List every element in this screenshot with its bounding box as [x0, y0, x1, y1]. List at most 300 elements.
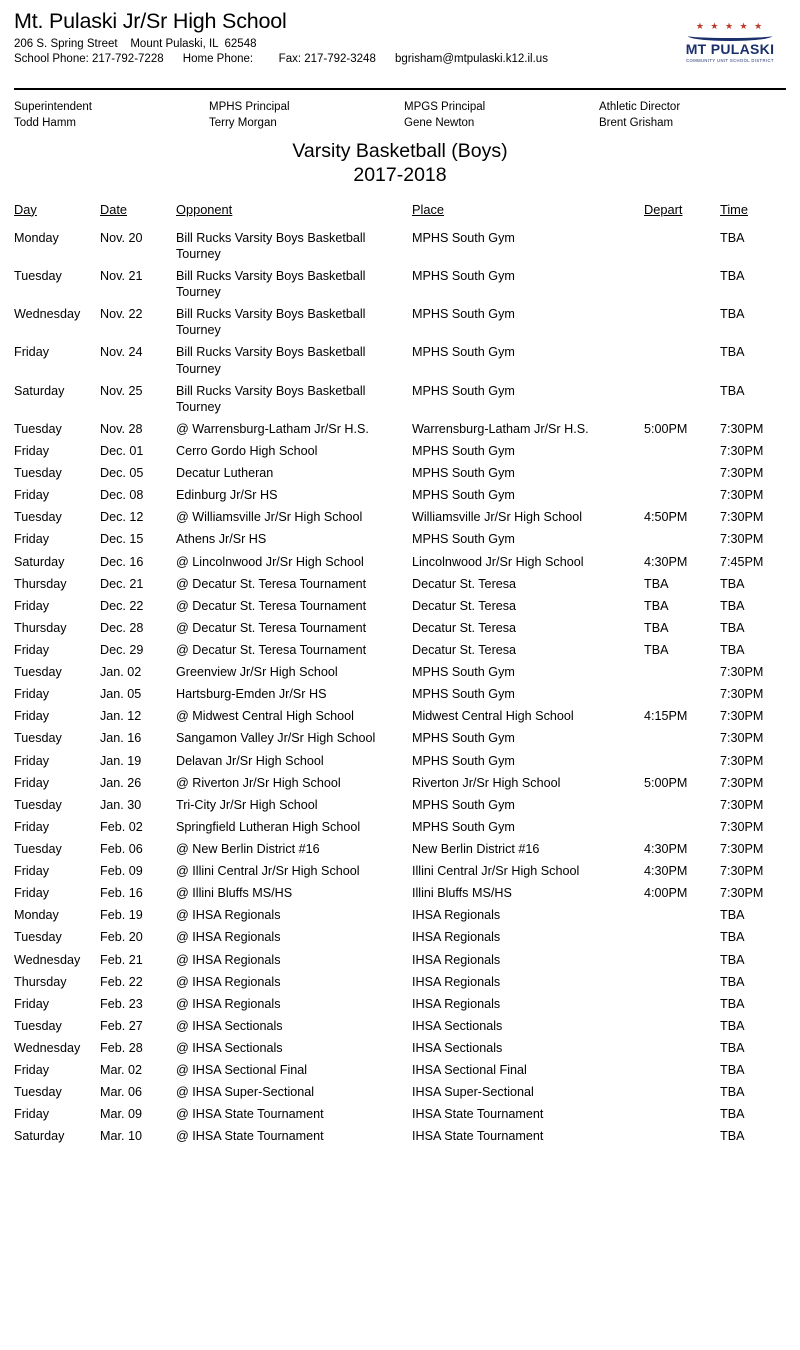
table-row [14, 484, 786, 506]
table-row [14, 462, 786, 484]
cell-depart [644, 380, 720, 418]
cell-depart: 4:50PM [644, 510, 688, 525]
cell-place: MPHS South Gym [412, 687, 515, 702]
cell-time: TBA [720, 345, 745, 360]
cell-place: MPHS South Gym [412, 819, 515, 834]
cell-opponent: @ New Berlin District #16 [176, 841, 320, 856]
cell-depart: 5:00PM [644, 775, 688, 790]
cell-time: 7:30PM [720, 841, 764, 856]
table-row [14, 949, 786, 971]
cell-place: IHSA Super-Sectional [412, 1085, 534, 1100]
cell-day: Friday [14, 532, 49, 547]
cell-day: Tuesday [14, 841, 62, 856]
cell-place: IHSA Regionals [412, 908, 501, 923]
cell-date: Dec. 21 [100, 576, 144, 591]
cell-time: TBA [720, 383, 745, 398]
cell-place: Lincolnwood Jr/Sr High School [412, 554, 584, 569]
cell-opponent: @ IHSA Regionals [176, 996, 281, 1011]
cell-opponent: @ Decatur St. Teresa Tournament [176, 598, 367, 613]
cell-day: Friday [14, 687, 49, 702]
cell-depart: TBA [644, 620, 669, 635]
table-row [14, 750, 786, 772]
cell-depart: 4:15PM [644, 709, 688, 724]
cell-date: Dec. 01 [100, 443, 144, 458]
cell-place: Midwest Central High School [412, 709, 574, 724]
column-header-time: Time [720, 201, 748, 217]
cell-date: Feb. 06 [100, 841, 143, 856]
table-row [14, 1037, 786, 1059]
cell-place: IHSA Sectional Final [412, 1063, 527, 1078]
cell-date: Feb. 28 [100, 1040, 143, 1055]
cell-time: TBA [720, 908, 745, 923]
schedule-table-head [14, 202, 786, 227]
cell-depart: TBA [644, 598, 669, 613]
cell-day: Monday [14, 230, 59, 245]
table-row [14, 528, 786, 550]
table-header-row [14, 202, 786, 227]
table-row [14, 661, 786, 683]
cell-opponent: @ IHSA Regionals [176, 974, 281, 989]
cell-date: Nov. 22 [100, 307, 143, 322]
table-row [14, 772, 786, 794]
cell-day: Wednesday [14, 952, 81, 967]
column-header-depart: Depart [644, 201, 683, 217]
cell-place: MPHS South Gym [412, 665, 515, 680]
table-row [14, 860, 786, 882]
cell-opponent: @ Decatur St. Teresa Tournament [176, 642, 367, 657]
cell-date: Feb. 19 [100, 908, 143, 923]
cell-time: 7:30PM [720, 753, 764, 768]
cell-day: Friday [14, 709, 49, 724]
cell-day: Friday [14, 996, 49, 1011]
staff-entry-athletic-director [599, 100, 784, 131]
cell-time: TBA [720, 974, 745, 989]
table-row [14, 595, 786, 617]
cell-depart [644, 1103, 720, 1125]
table-row [14, 1081, 786, 1103]
cell-place: IHSA Regionals [412, 996, 501, 1011]
cell-day: Thursday [14, 974, 67, 989]
table-row [14, 573, 786, 595]
cell-date: Mar. 10 [100, 1129, 142, 1144]
cell-depart: TBA [644, 642, 669, 657]
cell-date: Feb. 20 [100, 930, 143, 945]
logo-subtext: COMMUNITY UNIT SCHOOL DISTRICT [686, 58, 774, 63]
staff-role: Athletic Director [599, 101, 681, 113]
mt-pulaski-logo [682, 22, 778, 63]
cell-day: Friday [14, 819, 49, 834]
cell-time: 7:30PM [720, 532, 764, 547]
cell-place: Decatur St. Teresa [412, 576, 517, 591]
staff-entry-mphs-principal [209, 100, 404, 131]
table-row [14, 341, 786, 379]
cell-place: MPHS South Gym [412, 269, 515, 283]
cell-depart [644, 971, 720, 993]
cell-opponent: @ IHSA Sectional Final [176, 1063, 308, 1078]
table-row [14, 904, 786, 926]
cell-date: Dec. 08 [100, 488, 144, 503]
table-row [14, 816, 786, 838]
cell-opponent: @ IHSA Regionals [176, 908, 281, 923]
cell-day: Friday [14, 345, 49, 360]
cell-time: TBA [720, 952, 745, 967]
table-row [14, 639, 786, 661]
cell-opponent: @ Illini Bluffs MS/HS [176, 886, 293, 901]
cell-opponent: @ Illini Central Jr/Sr High School [176, 864, 360, 879]
table-row [14, 227, 786, 265]
cell-depart [644, 993, 720, 1015]
cell-opponent: @ IHSA Regionals [176, 930, 281, 945]
staff-entry-superintendent [14, 100, 209, 131]
column-header-opponent: Opponent [176, 201, 233, 217]
cell-day: Monday [14, 908, 59, 923]
cell-opponent: @ Lincolnwood Jr/Sr High School [176, 554, 364, 569]
cell-day: Tuesday [14, 665, 62, 680]
cell-day: Friday [14, 775, 49, 790]
cell-time: 7:30PM [720, 466, 764, 481]
cell-date: Feb. 21 [100, 952, 143, 967]
cell-opponent: Bill Rucks Varsity Boys Basketball Tourney [176, 345, 366, 376]
cell-place: IHSA Sectionals [412, 1018, 503, 1033]
cell-time: 7:30PM [720, 488, 764, 503]
cell-opponent: Bill Rucks Varsity Boys Basketball Tourney [176, 269, 366, 300]
cell-place: MPHS South Gym [412, 383, 515, 398]
table-row [14, 440, 786, 462]
title-sport: Varsity Basketball (Boys) [292, 140, 508, 163]
cell-opponent: Bill Rucks Varsity Boys Basketball Tourney [176, 383, 366, 414]
cell-date: Feb. 22 [100, 974, 143, 989]
cell-date: Dec. 28 [100, 620, 144, 635]
cell-depart [644, 727, 720, 749]
cell-depart [644, 794, 720, 816]
cell-depart [644, 440, 720, 462]
cell-date: Jan. 19 [100, 753, 142, 768]
cell-depart [644, 1081, 720, 1103]
cell-day: Tuesday [14, 930, 62, 945]
table-row [14, 683, 786, 705]
cell-depart [644, 1125, 720, 1147]
cell-depart [644, 484, 720, 506]
table-row [14, 838, 786, 860]
cell-time: TBA [720, 598, 745, 613]
cell-time: 7:30PM [720, 421, 764, 436]
table-row [14, 882, 786, 904]
table-row [14, 993, 786, 1015]
cell-place: Riverton Jr/Sr High School [412, 775, 561, 790]
cell-depart [644, 303, 720, 341]
cell-date: Mar. 09 [100, 1107, 142, 1122]
table-row [14, 303, 786, 341]
header-divider [14, 88, 786, 90]
cell-date: Nov. 20 [100, 230, 143, 245]
cell-place: Williamsville Jr/Sr High School [412, 510, 583, 525]
school-name: Mt. Pulaski Jr/Sr High School [14, 9, 287, 33]
cell-day: Thursday [14, 576, 67, 591]
cell-day: Friday [14, 864, 49, 879]
cell-opponent: Decatur Lutheran [176, 466, 274, 481]
cell-depart [644, 904, 720, 926]
cell-date: Nov. 24 [100, 345, 143, 360]
cell-date: Dec. 12 [100, 510, 144, 525]
cell-depart [644, 816, 720, 838]
cell-depart: 4:30PM [644, 841, 688, 856]
cell-day: Friday [14, 753, 49, 768]
cell-time: TBA [720, 1018, 745, 1033]
cell-opponent: @ IHSA Sectionals [176, 1040, 283, 1055]
cell-time: 7:30PM [720, 886, 764, 901]
cell-depart [644, 1015, 720, 1037]
column-header-date: Date [100, 201, 128, 217]
schedule-table-body [14, 227, 786, 1148]
cell-day: Friday [14, 642, 49, 657]
cell-day: Tuesday [14, 466, 62, 481]
staff-list [14, 100, 786, 131]
cell-place: IHSA State Tournament [412, 1129, 544, 1144]
cell-time: 7:30PM [720, 797, 764, 812]
cell-time: TBA [720, 620, 745, 635]
cell-opponent: Bill Rucks Varsity Boys Basketball Tourney [176, 230, 366, 261]
cell-opponent: Hartsburg-Emden Jr/Sr HS [176, 687, 327, 702]
cell-day: Tuesday [14, 421, 62, 436]
column-header-day: Day [14, 201, 37, 217]
cell-time: TBA [720, 269, 745, 283]
cell-opponent: Bill Rucks Varsity Boys Basketball Tourney [176, 307, 366, 338]
cell-opponent: Delavan Jr/Sr High School [176, 753, 324, 768]
cell-place: Illini Bluffs MS/HS [412, 886, 512, 901]
cell-day: Tuesday [14, 510, 62, 525]
cell-date: Feb. 09 [100, 864, 143, 879]
school-address: 206 S. Spring Street Mount Pulaski, IL 62548 [14, 37, 257, 50]
cell-day: Wednesday [14, 1040, 81, 1055]
cell-depart [644, 926, 720, 948]
cell-opponent: @ Decatur St. Teresa Tournament [176, 576, 367, 591]
cell-depart [644, 1037, 720, 1059]
stars-icon: ★ ★ ★ ★ ★ [695, 21, 765, 31]
cell-place: Decatur St. Teresa [412, 598, 517, 613]
cell-depart [644, 265, 720, 303]
school-contact-line: School Phone: 217-792-7228 Home Phone: Fax: 217-792-3248 bgrisham@mtpulaski.k12.il.us [14, 53, 548, 66]
cell-depart [644, 949, 720, 971]
cell-day: Saturday [14, 383, 65, 398]
staff-person: Gene Newton [404, 116, 475, 129]
table-row [14, 727, 786, 749]
cell-place: IHSA State Tournament [412, 1107, 544, 1122]
staff-person: Brent Grisham [599, 116, 674, 129]
cell-depart: 4:30PM [644, 864, 688, 879]
cell-opponent: @ IHSA Super-Sectional [176, 1085, 315, 1100]
cell-time: 7:30PM [720, 819, 764, 834]
cell-depart [644, 528, 720, 550]
cell-day: Tuesday [14, 269, 62, 283]
cell-time: 7:45PM [720, 554, 764, 569]
cell-time: 7:30PM [720, 687, 764, 702]
cell-time: TBA [720, 1063, 745, 1078]
cell-place: New Berlin District #16 [412, 841, 540, 856]
cell-opponent: Edinburg Jr/Sr HS [176, 488, 278, 503]
cell-place: MPHS South Gym [412, 443, 515, 458]
cell-place: Decatur St. Teresa [412, 642, 517, 657]
cell-date: Dec. 05 [100, 466, 144, 481]
document-header [14, 10, 786, 80]
cell-opponent: @ Decatur St. Teresa Tournament [176, 620, 367, 635]
cell-opponent: @ IHSA State Tournament [176, 1129, 324, 1144]
cell-depart [644, 683, 720, 705]
cell-date: Dec. 15 [100, 532, 144, 547]
cell-depart [644, 227, 720, 265]
cell-place: IHSA Regionals [412, 974, 501, 989]
page-title [14, 139, 786, 188]
table-row [14, 380, 786, 418]
cell-date: Feb. 16 [100, 886, 143, 901]
cell-day: Friday [14, 1063, 49, 1078]
cell-time: TBA [720, 307, 745, 322]
cell-time: TBA [720, 1040, 745, 1055]
cell-date: Dec. 16 [100, 554, 144, 569]
cell-time: 7:30PM [720, 443, 764, 458]
cell-date: Jan. 02 [100, 665, 142, 680]
cell-depart [644, 661, 720, 683]
cell-opponent: @ Warrensburg-Latham Jr/Sr H.S. [176, 421, 369, 436]
cell-place: MPHS South Gym [412, 753, 515, 768]
cell-place: Decatur St. Teresa [412, 620, 517, 635]
cell-place: MPHS South Gym [412, 466, 515, 481]
cell-time: TBA [720, 930, 745, 945]
cell-time: 7:30PM [720, 731, 764, 746]
cell-time: TBA [720, 1129, 745, 1144]
cell-time: 7:30PM [720, 510, 764, 525]
cell-opponent: Springfield Lutheran High School [176, 819, 361, 834]
cell-depart [644, 341, 720, 379]
swoosh-icon [688, 31, 772, 41]
cell-date: Mar. 02 [100, 1063, 142, 1078]
cell-place: MPHS South Gym [412, 488, 515, 503]
cell-date: Dec. 29 [100, 642, 144, 657]
cell-date: Jan. 16 [100, 731, 142, 746]
table-row [14, 794, 786, 816]
cell-place: IHSA Sectionals [412, 1040, 503, 1055]
cell-date: Jan. 05 [100, 687, 142, 702]
cell-opponent: Cerro Gordo High School [176, 443, 318, 458]
cell-opponent: @ Midwest Central High School [176, 709, 354, 724]
cell-place: MPHS South Gym [412, 532, 515, 547]
column-header-place: Place [412, 201, 445, 217]
cell-opponent: @ Williamsville Jr/Sr High School [176, 510, 363, 525]
cell-opponent: Greenview Jr/Sr High School [176, 665, 338, 680]
cell-time: TBA [720, 230, 745, 245]
cell-day: Thursday [14, 620, 67, 635]
cell-depart: 4:30PM [644, 554, 688, 569]
cell-day: Tuesday [14, 731, 62, 746]
table-row [14, 551, 786, 573]
cell-day: Saturday [14, 554, 65, 569]
cell-day: Wednesday [14, 307, 81, 322]
cell-depart: TBA [644, 576, 669, 591]
staff-entry-mpgs-principal [404, 100, 599, 131]
cell-place: Warrensburg-Latham Jr/Sr H.S. [412, 421, 589, 436]
cell-date: Feb. 27 [100, 1018, 143, 1033]
cell-depart [644, 750, 720, 772]
table-row [14, 926, 786, 948]
cell-day: Tuesday [14, 1085, 62, 1100]
table-row [14, 971, 786, 993]
cell-time: 7:30PM [720, 665, 764, 680]
cell-place: MPHS South Gym [412, 307, 515, 322]
cell-day: Friday [14, 886, 49, 901]
cell-date: Jan. 26 [100, 775, 142, 790]
cell-day: Friday [14, 1107, 49, 1122]
cell-day: Tuesday [14, 1018, 62, 1033]
cell-day: Friday [14, 598, 49, 613]
table-row [14, 1015, 786, 1037]
cell-date: Mar. 06 [100, 1085, 142, 1100]
cell-time: 7:30PM [720, 864, 764, 879]
cell-place: MPHS South Gym [412, 345, 515, 360]
table-row [14, 1125, 786, 1147]
cell-date: Dec. 22 [100, 598, 144, 613]
cell-place: IHSA Regionals [412, 930, 501, 945]
cell-opponent: @ IHSA Regionals [176, 952, 281, 967]
staff-person: Terry Morgan [209, 116, 277, 129]
cell-day: Saturday [14, 1129, 65, 1144]
cell-time: 7:30PM [720, 775, 764, 790]
staff-role: Superintendent [14, 101, 93, 113]
cell-opponent: Athens Jr/Sr HS [176, 532, 267, 547]
table-row [14, 1059, 786, 1081]
cell-opponent: @ Riverton Jr/Sr High School [176, 775, 341, 790]
cell-place: MPHS South Gym [412, 797, 515, 812]
cell-date: Nov. 28 [100, 421, 143, 436]
cell-date: Feb. 23 [100, 996, 143, 1011]
staff-role: MPHS Principal [209, 101, 290, 113]
cell-time: TBA [720, 1085, 745, 1100]
cell-day: Tuesday [14, 797, 62, 812]
cell-place: MPHS South Gym [412, 731, 515, 746]
cell-date: Jan. 30 [100, 797, 142, 812]
staff-role: MPGS Principal [404, 101, 486, 113]
cell-time: 7:30PM [720, 709, 764, 724]
cell-time: TBA [720, 576, 745, 591]
cell-place: MPHS South Gym [412, 230, 515, 245]
cell-time: TBA [720, 996, 745, 1011]
cell-depart [644, 1059, 720, 1081]
logo-wordmark: MT PULASKI [685, 41, 775, 57]
cell-depart: 4:00PM [644, 886, 688, 901]
cell-date: Nov. 25 [100, 383, 143, 398]
cell-place: IHSA Regionals [412, 952, 501, 967]
cell-opponent: Tri-City Jr/Sr High School [176, 797, 318, 812]
cell-depart: 5:00PM [644, 421, 688, 436]
cell-opponent: @ IHSA Sectionals [176, 1018, 283, 1033]
schedule-table [14, 202, 786, 1148]
table-row [14, 418, 786, 440]
cell-date: Jan. 12 [100, 709, 142, 724]
table-row [14, 705, 786, 727]
table-row [14, 617, 786, 639]
cell-time: TBA [720, 1107, 745, 1122]
cell-day: Friday [14, 488, 49, 503]
cell-time: TBA [720, 642, 745, 657]
cell-day: Friday [14, 443, 49, 458]
table-row [14, 265, 786, 303]
cell-date: Nov. 21 [100, 269, 143, 283]
table-row [14, 506, 786, 528]
staff-person: Todd Hamm [14, 116, 76, 129]
cell-opponent: @ IHSA State Tournament [176, 1107, 324, 1122]
cell-date: Feb. 02 [100, 819, 143, 834]
cell-opponent: Sangamon Valley Jr/Sr High School [176, 731, 376, 746]
title-season: 2017-2018 [353, 164, 447, 187]
table-row [14, 1103, 786, 1125]
